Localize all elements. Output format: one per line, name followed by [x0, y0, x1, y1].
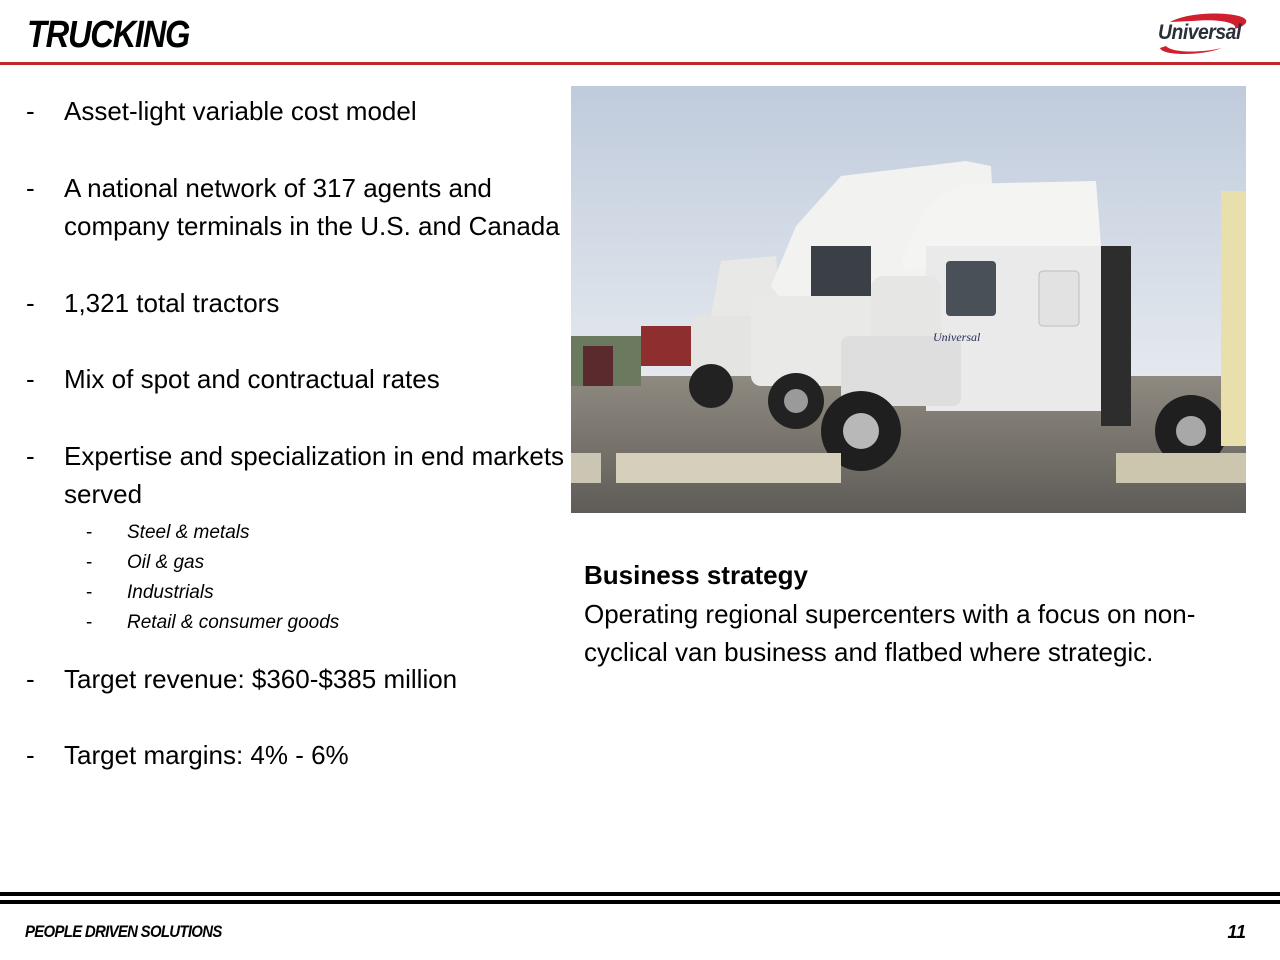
- sub-bullet-text: Oil & gas: [127, 551, 205, 573]
- bullet-dash: -: [26, 663, 35, 694]
- bullet-dash: -: [26, 740, 35, 770]
- sub-bullet-text: Industrials: [127, 581, 214, 603]
- footer-divider-bottom: [0, 900, 1280, 904]
- bullet-item: [26, 169, 566, 246]
- sub-bullet-item: [86, 608, 566, 638]
- sub-bullet-dash: -: [86, 521, 93, 543]
- footer-tagline: PEOPLE DRIVEN SOLUTIONS: [25, 922, 222, 941]
- bullet-item: [26, 360, 566, 399]
- bullet-item: [26, 736, 566, 775]
- slide-title: TRUCKING: [27, 14, 190, 56]
- end-markets-list: [86, 518, 566, 638]
- bullet-text: Target margins: 4% - 6%: [64, 740, 349, 770]
- bullet-dash: -: [26, 287, 35, 318]
- sub-bullet-text: Steel & metals: [127, 521, 250, 543]
- footer-divider-top: [0, 892, 1280, 896]
- sub-bullet-item: [86, 518, 566, 548]
- bullet-dash: -: [26, 364, 35, 394]
- bullet-text: Asset-light variable cost model: [64, 96, 417, 126]
- bullet-item: [26, 284, 566, 323]
- bullet-text: Mix of spot and contractual rates: [64, 364, 440, 394]
- sub-bullet-dash: -: [86, 581, 93, 603]
- bullet-text: A national network of 317 agents and company terminals in the U.S. and Canada: [64, 172, 560, 241]
- page-number: 11: [1227, 922, 1246, 942]
- trucks-photo: [571, 86, 1246, 513]
- bullet-text: Expertise and specialization in end markets served: [64, 440, 565, 509]
- strategy-heading: Business strategy: [584, 560, 808, 590]
- sub-bullet-dash: -: [86, 611, 93, 633]
- business-strategy: [584, 556, 1224, 672]
- bullet-item: [26, 92, 566, 131]
- bullet-text: 1,321 total tractors: [64, 287, 280, 318]
- bullet-item: [26, 437, 566, 514]
- bullet-item: [26, 660, 566, 699]
- bullet-list: [26, 92, 566, 775]
- sub-bullet-dash: -: [86, 551, 93, 573]
- logo-text: Universal: [1158, 21, 1241, 44]
- bullet-dash: -: [26, 440, 35, 471]
- sub-bullet-item: [86, 578, 566, 608]
- universal-logo: [1152, 12, 1252, 58]
- bullet-text: Target revenue: $360-$385 million: [64, 663, 458, 694]
- sub-bullet-item: [86, 548, 566, 578]
- strategy-body: Operating regional supercenters with a focus on non-cyclical van business and flatbed where strategic.: [584, 598, 1196, 667]
- trucks-image-icon: [571, 86, 1246, 513]
- title-divider: [0, 62, 1280, 65]
- bullet-dash: -: [26, 172, 35, 203]
- sub-bullet-text: Retail & consumer goods: [127, 611, 340, 633]
- bullet-dash: -: [26, 96, 35, 126]
- svg-text:Universal: Universal: [933, 330, 981, 344]
